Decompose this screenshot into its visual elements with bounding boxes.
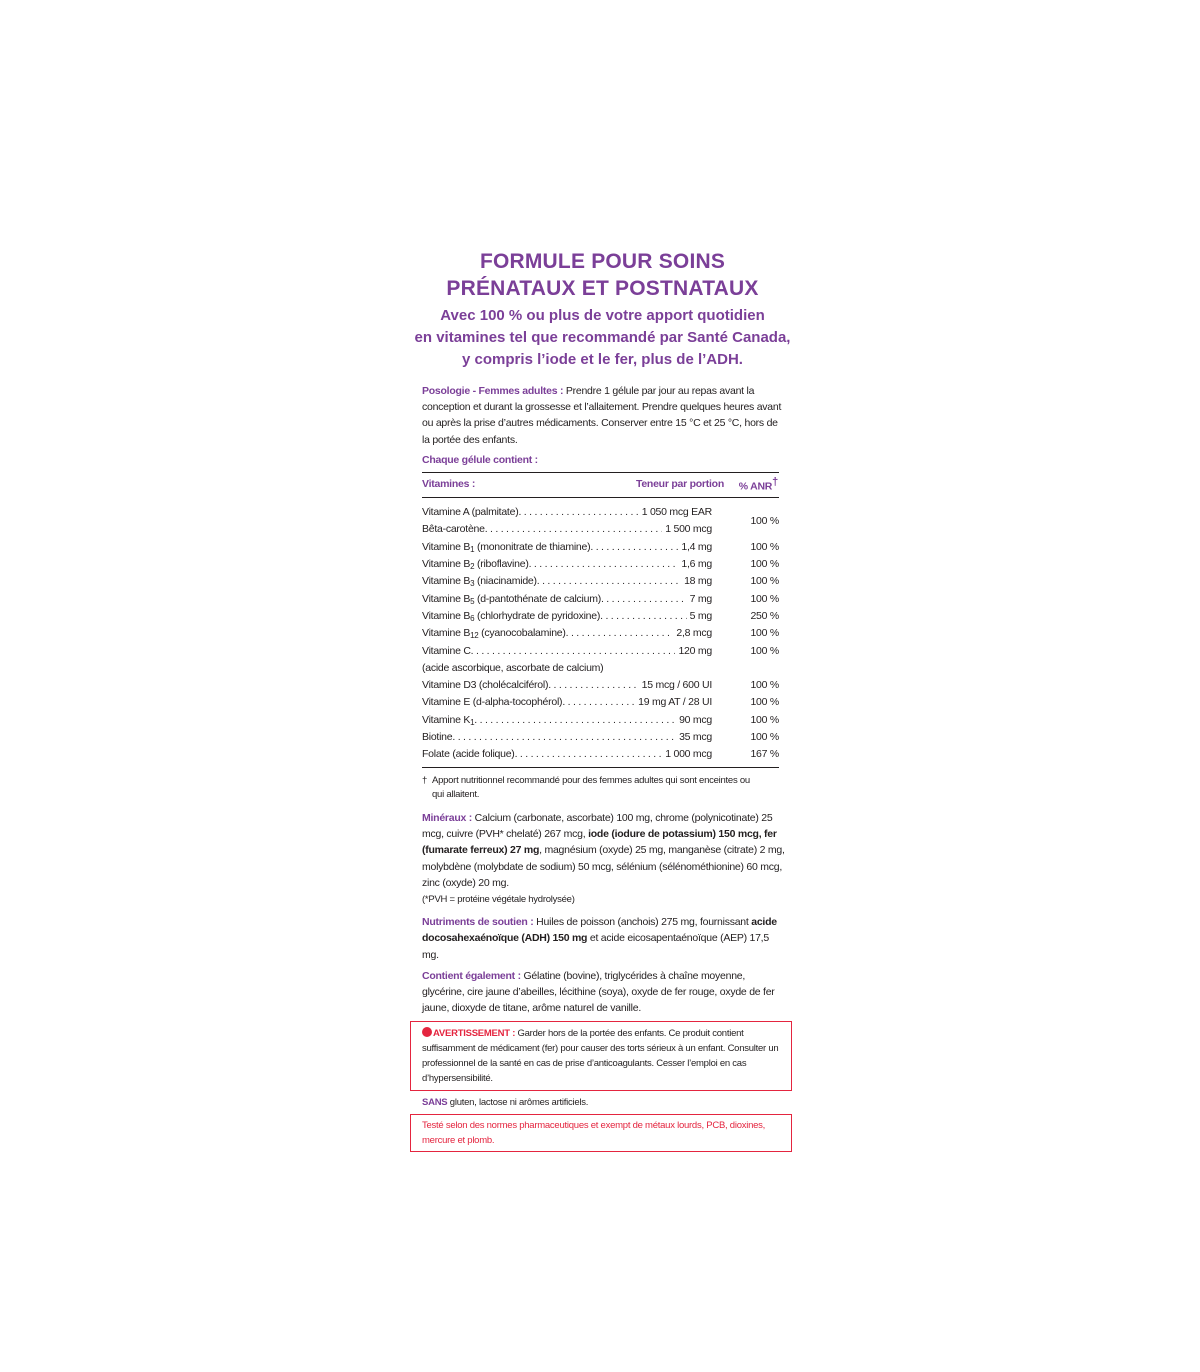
- vitamin-pct: 100 %: [750, 540, 779, 553]
- vitamin-row: [422, 746, 779, 768]
- footnote-line-2: qui allaitent.: [432, 788, 480, 800]
- header-vitamins: Vitamines :: [422, 473, 627, 498]
- warning-dot-icon: [422, 1027, 432, 1037]
- minerals-text-1: Calcium (carbonate, ascorbate) 100 mg, chrome (polynicotinate) 25 mcg, cuivre (PVH* chelaté) 267 mcg,: [422, 811, 773, 841]
- vitamin-amount: 19 mg AT / 28 UI: [638, 696, 712, 709]
- vitamin-name: Vitamine $K_1$: [422, 713, 475, 727]
- minerals-text-2: , magnésium (oxyde) 25 mg, manganèse (citrate) 2 mg, molybdène (molybdate de sodium) 50 mcg, sélénium (sélénométhionine) 60 mcg, zinc (oxyde) 20 mg.: [422, 844, 785, 889]
- vitamin-name: Vitamine A (palmitate): [422, 506, 519, 519]
- vitamin-row: [422, 497, 779, 521]
- vitamin-amount: 1,4 mg: [681, 540, 712, 553]
- vitamin-pct: 100 %: [750, 644, 779, 657]
- vitamin-name: Vitamine C: [422, 644, 471, 657]
- dosage-section: [422, 383, 787, 448]
- vitamin-amount: 35 mcg: [679, 731, 712, 744]
- tested-text: Testé selon des normes pharmaceutiques et exempt de métaux lourds, PCB, dioxines, mercure et plomb.: [422, 1120, 766, 1147]
- warning-label: AVERTISSEMENT :: [433, 1028, 516, 1040]
- vitamin-pct: 100 %: [750, 731, 779, 744]
- subtitle-line-3: y compris l’iode et le fer, plus de l’ADH.: [462, 351, 743, 368]
- footnote-mark: †: [422, 774, 428, 786]
- vitamin-name: Vitamine D3 (cholécalciférol): [422, 679, 549, 692]
- vitamin-row: [422, 659, 779, 676]
- each-capsule-label: Chaque gélule contient :: [422, 453, 538, 466]
- vitamin-amount: 1 500 mcg: [665, 523, 712, 536]
- dosage-text: Prendre 1 gélule par jour au repas avant la conception et durant la grossesse et l’allaitement. Prendre quelques heures avant ou après la prise d’autres médicaments. Conserver entre 15 °C et 25 °C, hors de la portée des enfants.: [422, 385, 782, 446]
- title-line-2: PRÉNATAUX ET POSTNATAUX: [446, 277, 759, 300]
- vitamin-pct: 100 %: [750, 575, 779, 588]
- each-capsule-heading: [422, 452, 787, 468]
- support-nutrients-section: [422, 914, 787, 963]
- header-rda-mark: †: [772, 476, 778, 489]
- vitamin-name: Biotine: [422, 731, 453, 744]
- vitamin-row: [422, 676, 779, 693]
- vitamins-table: [422, 472, 779, 768]
- vitamin-amount: 15 mcg / 600 UI: [641, 679, 712, 692]
- vitamin-row: [422, 607, 779, 624]
- support-bold: acide docosahexaénoïque (ADH) 150 mg: [422, 916, 777, 945]
- supplement-label: [410, 248, 795, 1152]
- also-contains-text: Gélatine (bovine), triglycérides à chaîne moyenne, glycérine, cire jaune d’abeilles, lécithine (soya), oxyde de fer rouge, oxyde de fer jaune, dioxyde de titane, arôme naturel de vanille.: [422, 969, 775, 1015]
- vitamin-pct: 100 %: [750, 627, 779, 640]
- vitamin-pct: 250 %: [750, 609, 779, 622]
- product-title: [410, 248, 795, 302]
- title-line-1: FORMULE POUR SOINS: [479, 250, 726, 273]
- footnote-line-1: Apport nutritionnel recommandé pour des femmes adultes qui sont enceintes ou: [432, 774, 750, 786]
- vitamin-row: [422, 573, 779, 590]
- vitamin-pct: 100 %: [750, 592, 779, 605]
- rda-footnote: [422, 774, 784, 802]
- vitamin-pct: 100 %: [750, 514, 779, 527]
- subtitle-line-1: Avec 100 % ou plus de votre apport quotidien: [440, 307, 765, 324]
- warning-box: [410, 1021, 792, 1091]
- vitamin-row: [422, 728, 779, 745]
- vitamin-row: [422, 711, 779, 728]
- vitamin-name: Vitamine $B_1$ (mononitrate de thiamine): [422, 540, 591, 554]
- warning-text: Garder hors de la portée des enfants. Ce produit contient suffisamment de médicament (fer) pour causer des torts sérieux à un enfant. Consulter un professionnel de la santé en cas de prise d’anticoagulants. Cesser l’emploi en cas d’hypersensibilité.: [422, 1028, 779, 1085]
- free-of-text: gluten, lactose ni arômes artificiels.: [447, 1097, 589, 1109]
- support-label: Nutriments de soutien :: [422, 916, 534, 929]
- vitamin-name: Vitamine E (d-alpha-tocophérol): [422, 696, 563, 709]
- vitamin-name: Vitamine $B_5$ (d-pantothénate de calcium): [422, 592, 601, 606]
- vitamin-row: [422, 642, 779, 659]
- support-text-1: Huiles de poisson (anchois) 275 mg, fournissant: [533, 916, 752, 929]
- vitamin-amount: 120 mg: [678, 644, 712, 657]
- tested-box: [410, 1114, 792, 1152]
- vitamin-name: Vitamine $B_2$ (riboflavine): [422, 558, 529, 572]
- also-contains-label: Contient également :: [422, 969, 521, 982]
- vitamin-name: Vitamine $B_3$ (niacinamide): [422, 575, 537, 589]
- vitamin-amount: 2,8 mcg: [676, 627, 712, 640]
- vitamins-table-body: [422, 497, 779, 767]
- minerals-bold: iode (iodure de potassium) 150 mcg, fer (fumarate ferreux) 27 mg: [422, 828, 777, 857]
- minerals-section: [422, 810, 787, 908]
- vitamin-pct: 167 %: [724, 746, 779, 768]
- vitamin-pct: 100 %: [750, 679, 779, 692]
- vitamin-row: [422, 538, 779, 555]
- free-of-section: [422, 1097, 795, 1108]
- vitamin-row: [422, 590, 779, 607]
- dosage-label: Posologie - Femmes adultes :: [422, 385, 564, 397]
- vitamins-table-header: [422, 473, 779, 498]
- header-amount: Teneur par portion: [627, 473, 724, 498]
- vitamin-name: Folate (acide folique): [422, 748, 515, 761]
- vitamin-row: [422, 555, 779, 572]
- support-text-2: et acide eicosapentaénoïque (AEP) 17,5 mg.: [422, 932, 769, 961]
- vitamin-name: Vitamine $B_{12}$ (cyanocobalamine): [422, 627, 566, 641]
- vitamin-name: Vitamine $B_6$ (chlorhydrate de pyridoxine): [422, 609, 601, 623]
- vitamin-row: [422, 694, 779, 711]
- vitamin-amount: 7 mg: [689, 592, 712, 605]
- vitamin-amount: 1 050 mcg EAR: [641, 506, 712, 519]
- vitamin-amount: 1 000 mcg: [665, 748, 712, 761]
- free-of-label: SANS: [422, 1097, 448, 1109]
- vitamin-amount: 1,6 mg: [681, 558, 712, 571]
- minerals-label: Minéraux :: [422, 811, 473, 824]
- vitamin-pct: 100 %: [750, 558, 779, 571]
- vitamin-pct: 100 %: [750, 713, 779, 726]
- vitamin-amount: 18 mg: [684, 575, 712, 588]
- header-rda: [724, 473, 779, 498]
- vitamin-amount: 90 mcg: [679, 713, 712, 726]
- subtitle-line-2: en vitamines tel que recommandé par Santé Canada,: [414, 329, 791, 346]
- pvh-note: (*PVH = protéine végétale hydrolysée): [422, 893, 575, 905]
- also-contains-section: [422, 968, 787, 1017]
- vitamin-name: Bêta-carotène: [422, 523, 485, 536]
- vitamin-amount: 5 mg: [689, 609, 712, 622]
- product-subtitle: [410, 305, 795, 371]
- header-rda-text: % ANR: [738, 480, 773, 493]
- vitamin-pct: 100 %: [750, 696, 779, 709]
- vitamin-row: [422, 625, 779, 642]
- vitamin-note: (acide ascorbique, ascorbate de calcium): [422, 661, 604, 674]
